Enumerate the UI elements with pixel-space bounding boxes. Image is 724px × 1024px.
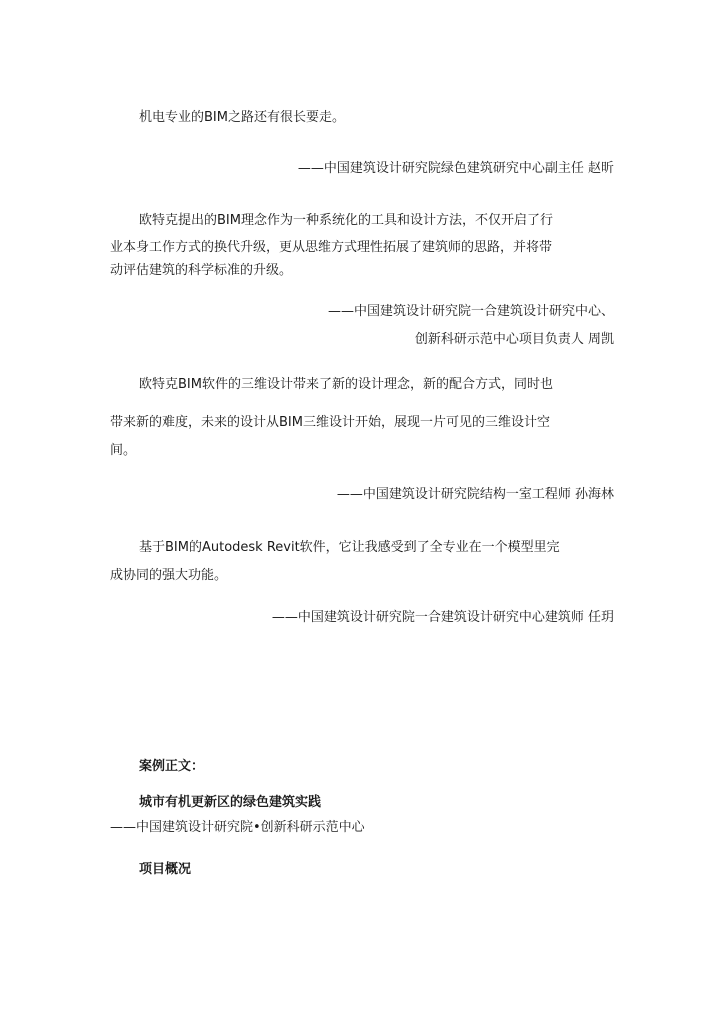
quote-4-attribution: ——中国建筑设计研究院一合建筑设计研究中心建筑师 任玥 [271,610,614,625]
case-title: 城市有机更新区的绿色建筑实践 [139,795,322,810]
quote-2-attribution-line-2: 创新科研示范中心项目负责人 周凯 [414,332,614,347]
quote-4-line-2: 成协同的强大功能。 [110,568,228,583]
quote-2-line-1: 欧特克提出的BIM理念作为一种系统化的工具和设计方法，不仅开启了行 [139,213,553,228]
quote-2-attribution-line-1: ——中国建筑设计研究院一合建筑设计研究中心、 [327,304,614,319]
case-source: ——中国建筑设计研究院•创新科研示范中心 [110,820,365,835]
quote-2-line-3: 动评估建筑的科学标准的升级。 [110,263,293,278]
case-heading: 案例正文： [139,759,205,774]
quote-3-line-3: 间。 [110,443,137,458]
quote-4-line-1: 基于BIM的Autodesk Revit软件，它让我感受到了全专业在一个模型里完 [139,540,560,555]
quote-1-attribution: ——中国建筑设计研究院绿色建筑研究中心副主任 赵昕 [297,161,614,176]
quote-1-line-1: 机电专业的BIM之路还有很长要走。 [139,110,345,125]
quote-3-line-1: 欧特克BIM软件的三维设计带来了新的设计理念，新的配合方式，同时也 [139,377,553,392]
quote-2-line-2: 业本身工作方式的换代升级，更从思维方式理性拓展了建筑师的思路，并将带 [110,240,553,255]
quote-3-attribution: ——中国建筑设计研究院结构一室工程师 孙海林 [336,487,614,502]
quote-3-line-2: 带来新的难度，未来的设计从BIM三维设计开始，展现一片可见的三维设计空 [110,415,550,430]
section-heading: 项目概况 [139,862,192,877]
